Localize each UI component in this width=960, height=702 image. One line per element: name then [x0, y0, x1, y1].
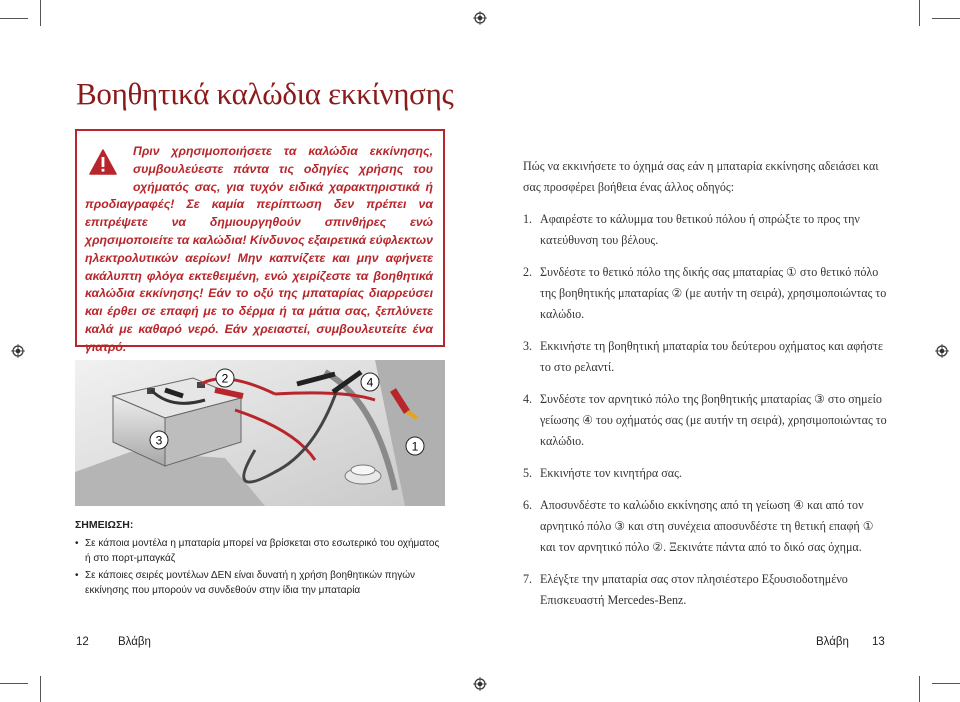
step-text: Ελέγξτε την μπαταρία σας στον πλησιέστερο Εξουσιοδοτημένο Επισκευαστή Mercedes-Benz. [540, 572, 848, 607]
registration-mark-icon [11, 344, 25, 358]
warning-message: Πριν χρησιμοποιήσετε τα καλώδια εκκίνησης, συμβουλεύεστε πάντα τις οδηγίες χρήσης του οχήματός σας, για τυχόν ειδικά χαρακτηριστικά ή προδιαγραφές! Σε καμία περίπτωση δεν πρέπει να επιτρέψετε να δημιουργηθούν σπινθήρες ενώ χρησιμοποιείτε τα καλώδια! Κίνδυνος εξαιρετικά εύφλεκτων ηλεκτρολυτικών αερίων! Μην καπνίζετε και μην αφήνετε ακάλυπτη φλόγα εκτεθειμένη, ενώ χειρίζεστε τα βοηθητικά καλώδια εκκίνησης! Εάν το οξύ της μπαταρίας διαρρεύσει και έρθει σε επαφή με το δέρμα ή τα μάτια σας, ξεπλύνετε καλά με καθαρό νερό. Εάν χρειαστεί, συμβουλευτείτε ένα γιατρό. [85, 144, 434, 354]
crop-mark [0, 18, 28, 19]
instructions-intro: Πώς να εκκινήσετε το όχημά σας εάν η μπαταρία εκκίνησης αδειάσει και σας προσφέρει βοήθεια ένας άλλος οδηγός: [523, 159, 879, 194]
crop-mark [932, 18, 960, 19]
crop-mark [40, 676, 41, 702]
engine-bay-drawing [75, 360, 445, 506]
step-text: Συνδέστε τον αρνητικό πόλο της βοηθητικής μπαταρίας ③ στο σημείο γείωσης ④ του οχήματός σας (με αυτήν τη σειρά), χρησιμοποιώντας το καλώδιο. [540, 392, 887, 448]
step-number: 3. [523, 339, 533, 353]
callout-label-3: 3 [155, 433, 163, 448]
step-number: 7. [523, 572, 533, 586]
page-title: Βοηθητικά καλώδια εκκίνησης [76, 76, 454, 111]
crop-mark [932, 683, 960, 684]
step-item [523, 262, 888, 325]
note-item: • Σε κάποιες σειρές μοντέλων ΔΕΝ είναι δυνατή η χρήση βοηθητικών πηγών εκκίνησης που μπορούν να συνδεθούν στην ίδια την μπαταρία [75, 568, 445, 598]
callout-label-2: 2 [221, 371, 229, 386]
crop-mark [0, 683, 28, 684]
step-item [523, 495, 888, 558]
registration-mark-icon [935, 344, 949, 358]
step-text: Αποσυνδέστε το καλώδιο εκκίνησης από τη γείωση ④ και από τον αρνητικό πόλο ③ και στη συνέχεια αποσυνδέστε τη θετική επαφή ① και τον αρνητικό πόλο ②. Ξεκινάτε πάντα από το δικό σας όχημα. [540, 498, 874, 554]
crop-mark [919, 0, 920, 26]
footer-left-section: Βλάβη [118, 636, 151, 648]
step-number: 6. [523, 498, 533, 512]
callout-label-4: 4 [366, 375, 374, 390]
crop-mark [40, 0, 41, 26]
steps-list [523, 209, 888, 611]
note-section [75, 518, 445, 600]
step-number: 5. [523, 466, 533, 480]
callout-label-1: 1 [411, 439, 419, 454]
registration-mark-icon [473, 11, 487, 25]
note-title: ΣΗΜΕΙΩΣΗ: [75, 519, 134, 531]
step-text: Αφαιρέστε το κάλυμμα του θετικού πόλου ή σπρώξτε το προς την κατεύθυνση του βέλους. [540, 212, 860, 247]
warning-icon-spacer [85, 143, 133, 191]
callout-4 [361, 373, 379, 391]
footer-left-page-number: 12 [76, 636, 89, 648]
step-text: Εκκινήστε τη βοηθητική μπαταρία του δεύτερου οχήματος και αφήστε το στο ρελαντί. [540, 339, 883, 374]
jump-start-illustration [75, 360, 445, 506]
instructions [523, 156, 888, 622]
warning-text [85, 143, 433, 357]
step-number: 2. [523, 265, 533, 279]
warning-box [75, 129, 445, 354]
note-list [75, 536, 445, 598]
callout-3 [150, 431, 168, 449]
step-item [523, 209, 888, 251]
footer-right-section: Βλάβη [816, 636, 849, 648]
step-number: 4. [523, 392, 533, 406]
footer-right-page-number: 13 [872, 636, 885, 648]
step-text: Συνδέστε το θετικό πόλο της δικής σας μπαταρίας ① στο θετικό πόλο της βοηθητικής μπαταρίας ② (με αυτήν τη σειρά), χρησιμοποιώντας το καλώδιο. [540, 265, 887, 321]
step-text: Εκκινήστε τον κινητήρα σας. [540, 466, 682, 480]
step-item [523, 389, 888, 452]
step-item [523, 463, 888, 484]
callout-1 [406, 437, 424, 455]
note-item: • Σε κάποια μοντέλα η μπαταρία μπορεί να βρίσκεται στο εσωτερικό του οχήματος ή στο πορτ-μπαγκάζ [75, 536, 445, 566]
crop-mark [919, 676, 920, 702]
step-number: 1. [523, 212, 533, 226]
callout-2 [216, 369, 234, 387]
step-item [523, 569, 888, 611]
step-item [523, 336, 888, 378]
registration-mark-icon [473, 677, 487, 691]
